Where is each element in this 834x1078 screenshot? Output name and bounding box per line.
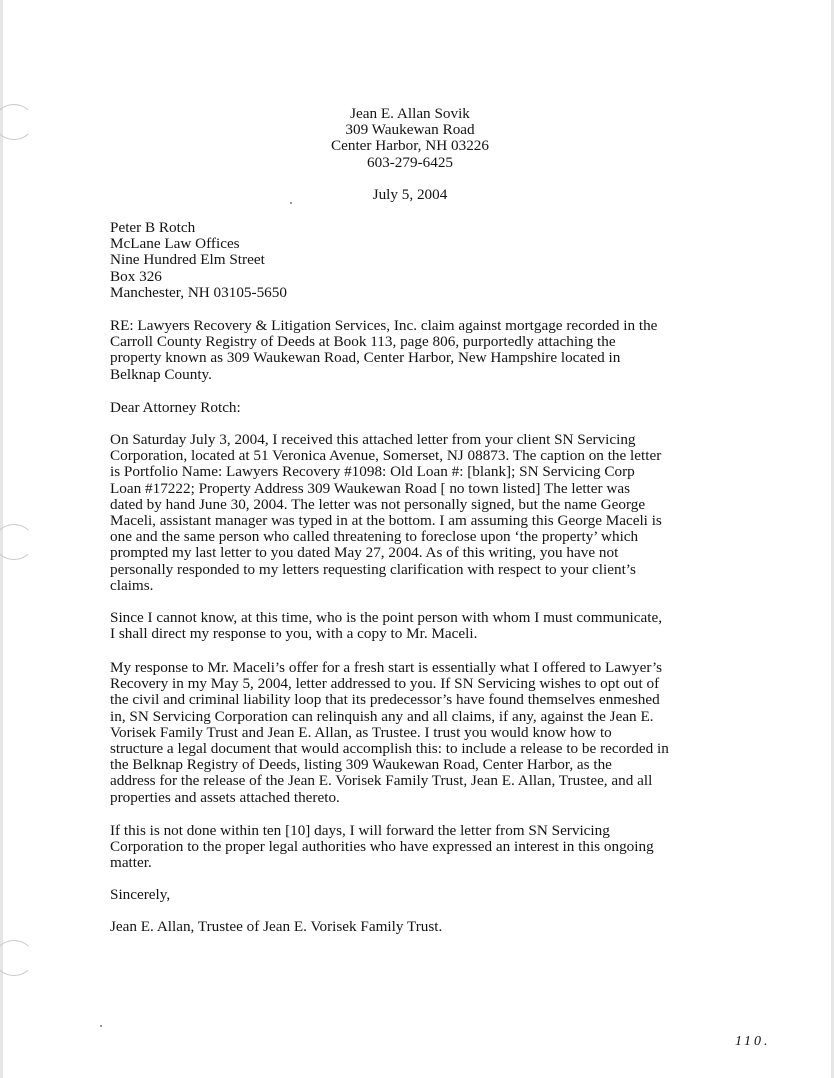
paragraph-line: properties and assets attached thereto. [110,788,340,806]
paragraph-line: I shall direct my response to you, with a copy to Mr. Maceli. [110,625,478,643]
punch-hole-top [0,104,34,140]
re-line-text: Belknap County. [110,365,212,383]
punch-hole-bottom [0,940,34,976]
paragraph-line: personally responded to my letters requesting clarification with respect to your client’s [110,560,636,578]
paragraph-line: Corporation to the proper legal authorities who have expressed an interest in this ongoing [110,838,654,856]
paragraph-line: Recovery in my May 5, 2004, letter addressed to you. If SN Servicing wishes to opt out of [110,675,660,693]
closing: Sincerely, [110,886,171,903]
signature: Jean E. Allan, Trustee of Jean E. Vorisek Family Trust. [110,918,443,935]
paragraph-line: is Portfolio Name: Lawyers Recovery #1098: Old Loan #: [blank]; SN Servicing Corp [110,463,635,481]
recipient-line: Manchester, NH 03105-5650 [110,283,287,301]
paragraph-line: prompted my last letter to you dated May 27, 2004. As of this writing, you have not [110,544,619,562]
paragraph-line: dated by hand June 30, 2004. The letter was not personally signed, but the name George [110,495,646,513]
paragraph-line: Since I cannot know, at this time, who is the point person with whom I must communicate, [110,609,663,626]
paragraph-2 [110,610,714,642]
recipient-line: Box 326 [110,267,162,285]
paragraph-line: Loan #17222; Property Address 309 Waukewan Road [ no town listed] The letter was [110,479,630,497]
paragraph-line: structure a legal document that would accomplish this: to include a release to be recorded in [110,740,669,758]
letter-date: July 5, 2004 [372,186,448,203]
paragraph-line: Maceli, assistant manager was typed in at the bottom. I am assuming this George Maceli is [110,512,662,530]
sender-city: Center Harbor, NH 03226 [331,137,489,155]
paragraph-line: in, SN Servicing Corporation can relinquish any and all claims, if any, against the Jean E. [110,707,654,725]
paragraph-line: On Saturday July 3, 2004, I received this attached letter from your client SN Servicing [110,431,636,448]
paragraph-line: the civil and criminal liability loop that its predecessor’s have found themselves enmeshed [110,691,660,709]
sender-street: 309 Waukewan Road [345,121,475,139]
recipient-line: Peter B Rotch [110,219,196,236]
sender-phone: 603-279-6425 [366,153,454,171]
paragraph-line: If this is not done within ten [10] days, I will forward the letter from SN Servicing [110,822,610,839]
paragraph-3 [110,660,714,806]
scan-speck [100,1025,102,1027]
scan-speck [290,202,292,204]
re-line-text: RE: Lawyers Recovery & Litigation Services, Inc. claim against mortgage recorded in the [110,317,658,334]
paragraph-line: My response to Mr. Maceli’s offer for a fresh start is essentially what I offered to Lawyer’s [110,659,663,676]
re-line-text: property known as 309 Waukewan Road, Center Harbor, New Hampshire located in [110,349,621,367]
paragraph-line: matter. [110,854,152,872]
recipient-address [110,220,287,301]
paragraph-line: claims. [110,576,154,594]
paragraph-line: one and the same person who called threatening to foreclose upon ‘the property’ which [110,528,639,546]
paragraph-line: address for the release of the Jean E. Vorisek Family Trust, Jean E. Allan, Trustee, and all [110,772,653,790]
paragraph-line: Vorisek Family Trust and Jean E. Allan, as Trustee. I trust you would know how to [110,723,612,741]
paragraph-4 [110,823,714,872]
punch-hole-middle [0,524,34,560]
paragraph-line: the Belknap Registry of Deeds, listing 309 Waukewan Road, Center Harbor, as the [110,756,612,774]
sender-name: Jean E. Allan Sovik [350,105,470,122]
page-number-mark: 110. [735,1034,771,1049]
salutation: Dear Attorney Rotch: [110,399,241,416]
re-line-text: Carroll County Registry of Deeds at Book 113, page 806, purportedly attaching the [110,333,616,351]
paragraph-1 [110,432,714,594]
recipient-line: Nine Hundred Elm Street [110,251,265,269]
paragraph-line: Corporation, located at 51 Veronica Avenue, Somerset, NJ 08873. The caption on the letter [110,447,662,465]
letterhead [260,106,560,171]
re-line [110,318,714,383]
recipient-line: McLane Law Offices [110,235,240,253]
